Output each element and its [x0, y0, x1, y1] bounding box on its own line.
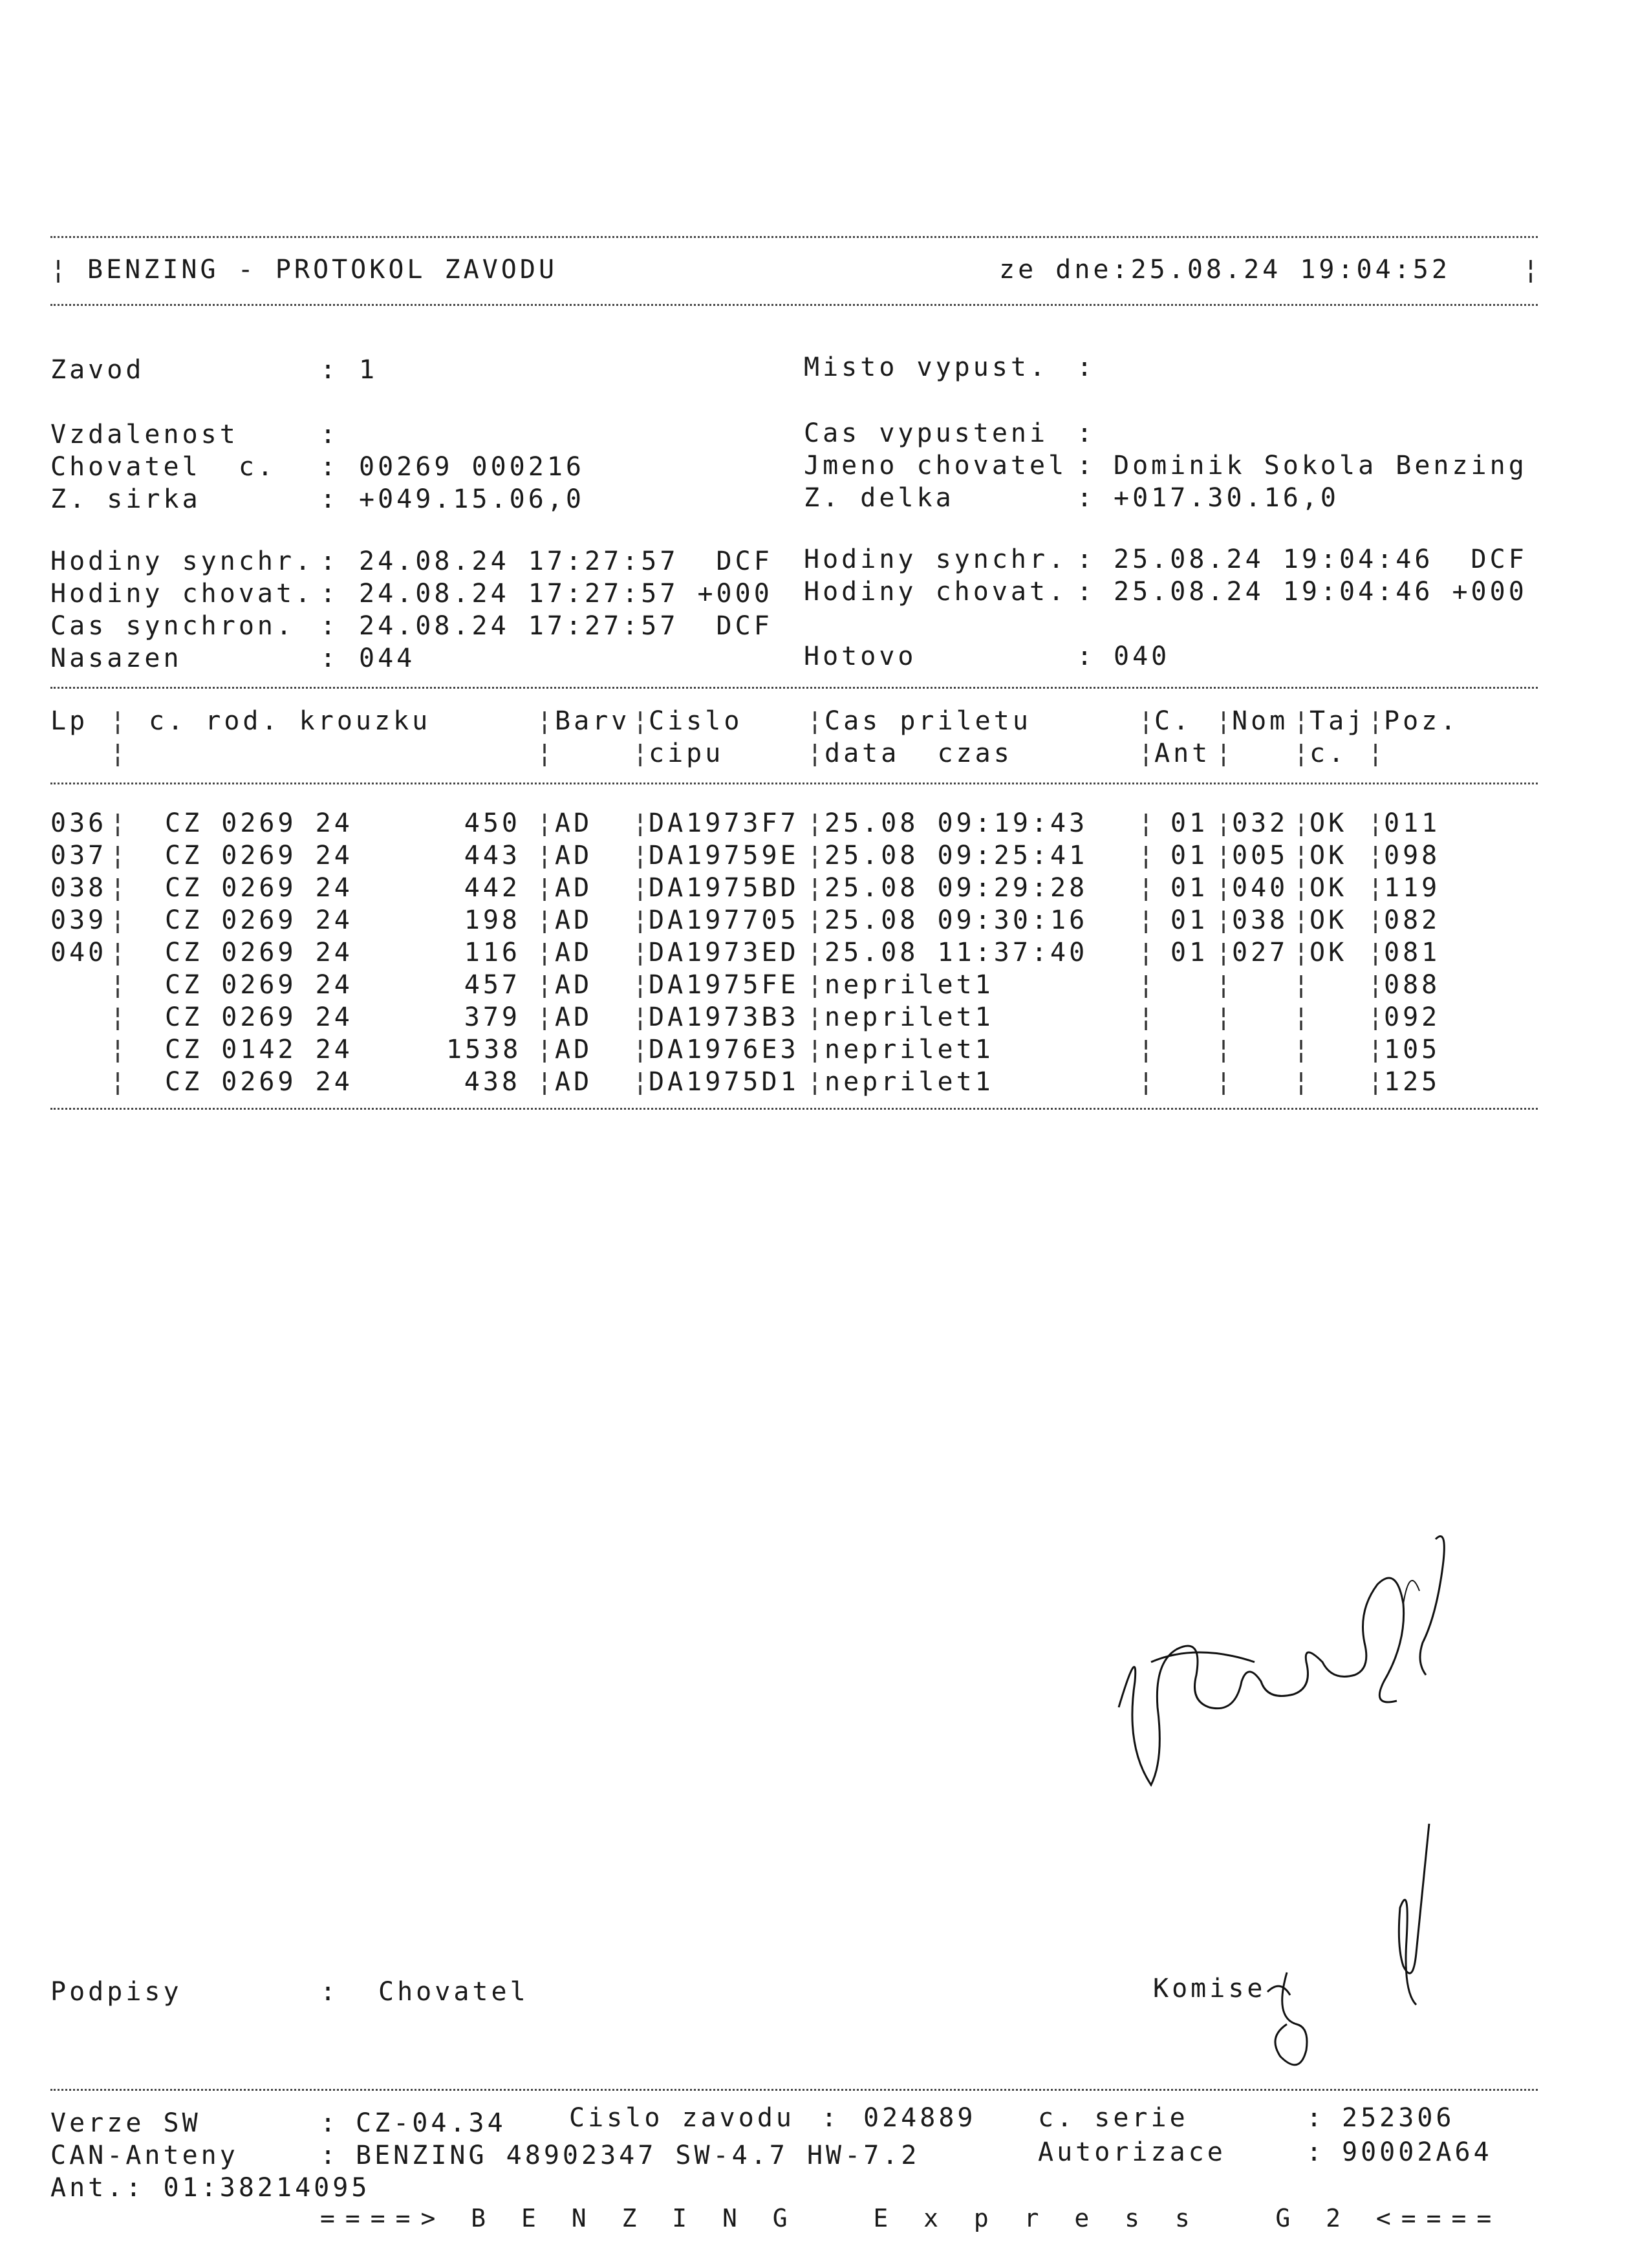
sirka-value: +049.15.06,0 — [359, 484, 585, 514]
delka-value: +017.30.16,0 — [1114, 483, 1339, 513]
cell-chip: DA197705 — [649, 905, 799, 935]
header-left-bar: ¦ — [50, 255, 70, 285]
hod-synchr-right-label: Hodiny synchr. — [804, 545, 1068, 574]
brand-banner: ====> B E N Z I N G E x p r e s s G 2 <==== — [320, 2204, 1502, 2232]
autorizace-sep: : — [1306, 2137, 1326, 2167]
cell-ring: CZ 0269 24 — [165, 841, 353, 870]
th-ant: Ant — [1154, 739, 1211, 768]
cell-antenna: 01 — [1170, 905, 1209, 935]
table-bottom-rule — [50, 1108, 1538, 1110]
column-separator: ¦ — [1138, 1002, 1158, 1032]
column-separator: ¦ — [1216, 841, 1235, 870]
column-separator: ¦ — [1216, 1035, 1235, 1064]
column-separator: ¦ — [1368, 1002, 1387, 1032]
sirka-sep: : — [320, 484, 339, 514]
vzdalenost-sep: : — [320, 420, 339, 449]
cell-poz: 081 — [1384, 938, 1441, 967]
cell-arrival-time: 25.08 11:37:40 — [824, 938, 1088, 967]
cell-poz: 105 — [1384, 1035, 1441, 1064]
delka-label: Z. delka — [804, 483, 954, 513]
th-cipu: cipu — [649, 739, 724, 768]
cell-ring-number: 457 — [464, 970, 521, 1000]
column-separator: ¦ — [537, 1002, 556, 1032]
cell-poz: 082 — [1384, 905, 1441, 935]
nasazen-value: 044 — [359, 643, 416, 673]
nasazen-sep: : — [320, 643, 339, 673]
column-separator: ¦ — [1368, 1035, 1387, 1064]
column-separator: ¦ — [632, 873, 652, 903]
column-separator: ¦ — [537, 905, 556, 935]
handwritten-signature-upper — [1099, 1513, 1552, 1811]
autorizace-value: 90002A64 — [1342, 2137, 1493, 2167]
antenna-id: Ant.: 01:38214095 — [50, 2173, 371, 2203]
column-separator: ¦ — [632, 841, 652, 870]
cell-taj: OK — [1310, 938, 1348, 967]
report-date: ze dne:25.08.24 19:04:52 — [999, 255, 1450, 285]
hod-chovat-left-label: Hodiny chovat. — [50, 579, 314, 609]
chovatel-sep: : — [320, 452, 339, 482]
column-separator: ¦ — [110, 905, 129, 935]
column-separator: ¦ — [110, 1002, 129, 1032]
th-lp: Lp — [50, 706, 89, 736]
column-separator: ¦ — [1293, 1067, 1313, 1097]
th-bar-1: ¦ — [110, 706, 129, 736]
th-bar-6: ¦ — [1216, 706, 1235, 736]
column-separator: ¦ — [1293, 938, 1313, 967]
cell-barv: AD — [555, 808, 593, 838]
zavod-sep: : — [320, 355, 339, 385]
column-separator: ¦ — [807, 841, 826, 870]
column-separator: ¦ — [1293, 841, 1313, 870]
th-bar-2: ¦ — [537, 706, 556, 736]
hod-synchr-right-value: 25.08.24 19:04:46 DCF — [1114, 545, 1527, 574]
column-separator: ¦ — [537, 873, 556, 903]
jmeno-value: Dominik Sokola Benzing — [1114, 451, 1527, 481]
cell-barv: AD — [555, 970, 593, 1000]
cas-vypusteni-sep: : — [1077, 418, 1096, 448]
zavod-value: 1 — [359, 355, 378, 385]
cell-ring-number: 1538 — [446, 1035, 522, 1064]
cell-ring-number: 116 — [464, 938, 521, 967]
column-separator: ¦ — [537, 970, 556, 1000]
jmeno-sep: : — [1077, 451, 1096, 481]
column-separator: ¦ — [110, 938, 129, 967]
column-separator: ¦ — [632, 905, 652, 935]
cell-lp: 037 — [50, 841, 107, 870]
cell-ring: CZ 0269 24 — [165, 1067, 353, 1097]
cas-synchron-value: 24.08.24 17:27:57 DCF — [359, 611, 773, 641]
column-separator: ¦ — [807, 808, 826, 838]
serie-sep: : — [1306, 2103, 1326, 2133]
hod-chovat-left-sep: : — [320, 579, 339, 609]
th-taj-c: c. — [1310, 739, 1348, 768]
hod-chovat-right-sep: : — [1077, 577, 1096, 607]
th-bar-5: ¦ — [1138, 706, 1158, 736]
column-separator: ¦ — [1216, 1002, 1235, 1032]
hod-synchr-left-sep: : — [320, 546, 339, 576]
podpisy-sep: : — [320, 1977, 339, 2007]
can-label: CAN-Anteny — [50, 2141, 239, 2170]
column-separator: ¦ — [1293, 873, 1313, 903]
cell-nom: 038 — [1232, 905, 1289, 935]
can-value: BENZING 48902347 SW-4.7 HW-7.2 — [356, 2141, 920, 2170]
chovatel-label: Chovatel c. — [50, 452, 276, 482]
column-separator: ¦ — [1368, 905, 1387, 935]
cell-arrival-time: neprilet1 — [824, 1067, 994, 1097]
cell-lp: 038 — [50, 873, 107, 903]
column-separator: ¦ — [632, 808, 652, 838]
cell-ring-number: 442 — [464, 873, 521, 903]
column-separator: ¦ — [807, 1067, 826, 1097]
column-separator: ¦ — [110, 873, 129, 903]
column-separator: ¦ — [1138, 970, 1158, 1000]
column-separator: ¦ — [537, 938, 556, 967]
th-poz: Poz. — [1384, 706, 1460, 736]
serie-label: c. serie — [1038, 2103, 1189, 2133]
cell-poz: 088 — [1384, 970, 1441, 1000]
cell-poz: 098 — [1384, 841, 1441, 870]
column-separator: ¦ — [1293, 970, 1313, 1000]
cell-barv: AD — [555, 1067, 593, 1097]
misto-sep: : — [1077, 352, 1096, 382]
column-separator: ¦ — [632, 1035, 652, 1064]
th-bar-4b: ¦ — [807, 739, 826, 768]
column-separator: ¦ — [1368, 873, 1387, 903]
cas-synchron-label: Cas synchron. — [50, 611, 296, 641]
column-separator: ¦ — [1368, 841, 1387, 870]
cell-ring-number: 438 — [464, 1067, 521, 1097]
cislo-zavodu-value: 024889 — [863, 2103, 976, 2133]
cell-arrival-time: 25.08 09:29:28 — [824, 873, 1088, 903]
cell-chip: DA1973ED — [649, 938, 799, 967]
cell-ring: CZ 0269 24 — [165, 1002, 353, 1032]
th-bar-6b: ¦ — [1216, 739, 1235, 768]
column-separator: ¦ — [110, 841, 129, 870]
th-cislo: Cislo — [649, 706, 743, 736]
cell-taj: OK — [1310, 841, 1348, 870]
nasazen-label: Nasazen — [50, 643, 182, 673]
cell-arrival-time: 25.08 09:30:16 — [824, 905, 1088, 935]
column-separator: ¦ — [1368, 808, 1387, 838]
cell-nom: 027 — [1232, 938, 1289, 967]
hod-synchr-left-value: 24.08.24 17:27:57 DCF — [359, 546, 773, 576]
podpisy-label: Podpisy — [50, 1977, 182, 2007]
vzdalenost-label: Vzdalenost — [50, 420, 239, 449]
sirka-label: Z. sirka — [50, 484, 201, 514]
th-taj: Taj — [1310, 706, 1366, 736]
cell-arrival-time: 25.08 09:25:41 — [824, 841, 1088, 870]
cell-nom: 040 — [1232, 873, 1289, 903]
cell-chip: DA1973F7 — [649, 808, 799, 838]
cell-ring: CZ 0269 24 — [165, 905, 353, 935]
cell-ring-number: 379 — [464, 1002, 521, 1032]
cell-chip: DA1975D1 — [649, 1067, 799, 1097]
cell-chip: DA1976E3 — [649, 1035, 799, 1064]
th-nom: Nom — [1232, 706, 1289, 736]
cell-ring: CZ 0269 24 — [165, 873, 353, 903]
column-separator: ¦ — [807, 1002, 826, 1032]
column-separator: ¦ — [1368, 970, 1387, 1000]
th-data-czas: data czas — [824, 739, 1013, 768]
hod-chovat-left-value: 24.08.24 17:27:57 +000 — [359, 579, 773, 609]
th-ring: c. rod. krouzku — [149, 706, 431, 736]
cislo-zavodu-label: Cislo zavodu — [569, 2103, 795, 2133]
column-separator: ¦ — [1138, 873, 1158, 903]
cell-chip: DA1973B3 — [649, 1002, 799, 1032]
hod-chovat-right-label: Hodiny chovat. — [804, 577, 1068, 607]
column-separator: ¦ — [632, 970, 652, 1000]
cell-barv: AD — [555, 841, 593, 870]
cell-poz: 011 — [1384, 808, 1441, 838]
cislo-zavodu-sep: : — [821, 2103, 841, 2133]
column-separator: ¦ — [110, 1067, 129, 1097]
cell-ring-number: 443 — [464, 841, 521, 870]
column-separator: ¦ — [1293, 1002, 1313, 1032]
cell-chip: DA19759E — [649, 841, 799, 870]
hotovo-value: 040 — [1114, 642, 1170, 671]
hotovo-sep: : — [1077, 642, 1096, 671]
column-separator: ¦ — [632, 1002, 652, 1032]
cell-barv: AD — [555, 938, 593, 967]
th-bar-8b: ¦ — [1368, 739, 1387, 768]
th-bar-4: ¦ — [807, 706, 826, 736]
th-bar-1b: ¦ — [110, 739, 129, 768]
th-c: C. — [1154, 706, 1192, 736]
misto-label: Misto vypust. — [804, 352, 1049, 382]
cell-arrival-time: neprilet1 — [824, 1035, 994, 1064]
autorizace-label: Autorizace — [1038, 2137, 1226, 2167]
cell-chip: DA1975FE — [649, 970, 799, 1000]
cell-poz: 125 — [1384, 1067, 1441, 1097]
cell-lp: 036 — [50, 808, 107, 838]
th-bar-3: ¦ — [632, 706, 652, 736]
column-separator: ¦ — [110, 970, 129, 1000]
column-separator: ¦ — [537, 808, 556, 838]
cell-ring: CZ 0269 24 — [165, 938, 353, 967]
cell-antenna: 01 — [1170, 841, 1209, 870]
cell-poz: 119 — [1384, 873, 1441, 903]
cell-ring-number: 198 — [464, 905, 521, 935]
column-separator: ¦ — [807, 1035, 826, 1064]
th-bar-8: ¦ — [1368, 706, 1387, 736]
column-separator: ¦ — [807, 905, 826, 935]
column-separator: ¦ — [537, 841, 556, 870]
cell-arrival-time: neprilet1 — [824, 970, 994, 1000]
header-right-bar: ¦ — [1523, 255, 1542, 285]
th-bar-2b: ¦ — [537, 739, 556, 768]
table-header-rule — [50, 783, 1538, 784]
report-title: BENZING - PROTOKOL ZAVODU — [87, 255, 558, 285]
column-separator: ¦ — [1216, 808, 1235, 838]
komise-signature-label: Komise — [1153, 1974, 1266, 2003]
column-separator: ¦ — [537, 1067, 556, 1097]
cell-arrival-time: neprilet1 — [824, 1002, 994, 1032]
column-separator: ¦ — [110, 1035, 129, 1064]
handwritten-signature-lower — [1261, 1811, 1507, 2082]
column-separator: ¦ — [632, 1067, 652, 1097]
serie-value: 252306 — [1342, 2103, 1455, 2133]
delka-sep: : — [1077, 483, 1096, 513]
cell-chip: DA1975BD — [649, 873, 799, 903]
column-separator: ¦ — [807, 938, 826, 967]
column-separator: ¦ — [807, 970, 826, 1000]
hod-synchr-right-sep: : — [1077, 545, 1096, 574]
header-bottom-rule — [50, 304, 1538, 306]
column-separator: ¦ — [1216, 938, 1235, 967]
jmeno-label: Jmeno chovatel — [804, 451, 1068, 481]
cas-vypusteni-label: Cas vypusteni — [804, 418, 1049, 448]
column-separator: ¦ — [110, 808, 129, 838]
column-separator: ¦ — [1216, 905, 1235, 935]
column-separator: ¦ — [632, 938, 652, 967]
cell-lp: 040 — [50, 938, 107, 967]
column-separator: ¦ — [1138, 808, 1158, 838]
chovatel-signature-label: Chovatel — [378, 1977, 529, 2007]
cell-barv: AD — [555, 1035, 593, 1064]
column-separator: ¦ — [1293, 808, 1313, 838]
cell-poz: 092 — [1384, 1002, 1441, 1032]
verze-value: CZ-04.34 — [356, 2108, 506, 2138]
cell-barv: AD — [555, 873, 593, 903]
hod-chovat-right-value: 25.08.24 19:04:46 +000 — [1114, 577, 1527, 607]
column-separator: ¦ — [1138, 841, 1158, 870]
verze-sep: : — [320, 2108, 339, 2138]
cell-ring: CZ 0142 24 — [165, 1035, 353, 1064]
cell-barv: AD — [555, 905, 593, 935]
column-separator: ¦ — [807, 873, 826, 903]
th-barv: Barv — [555, 706, 630, 736]
footer-top-rule — [50, 2089, 1538, 2091]
hod-synchr-left-label: Hodiny synchr. — [50, 546, 314, 576]
cell-ring-number: 450 — [464, 808, 521, 838]
zavod-label: Zavod — [50, 355, 145, 385]
cell-antenna: 01 — [1170, 938, 1209, 967]
column-separator: ¦ — [1138, 905, 1158, 935]
cell-taj: OK — [1310, 905, 1348, 935]
th-bar-5b: ¦ — [1138, 739, 1158, 768]
cell-antenna: 01 — [1170, 808, 1209, 838]
chovatel-value: 00269 000216 — [359, 452, 585, 482]
hotovo-label: Hotovo — [804, 642, 917, 671]
column-separator: ¦ — [1138, 938, 1158, 967]
column-separator: ¦ — [1293, 905, 1313, 935]
cell-nom: 032 — [1232, 808, 1289, 838]
column-separator: ¦ — [1368, 938, 1387, 967]
column-separator: ¦ — [1138, 1035, 1158, 1064]
column-separator: ¦ — [1216, 873, 1235, 903]
th-bar-7b: ¦ — [1293, 739, 1313, 768]
verze-label: Verze SW — [50, 2108, 201, 2138]
column-separator: ¦ — [1138, 1067, 1158, 1097]
column-separator: ¦ — [1216, 970, 1235, 1000]
cell-taj: OK — [1310, 808, 1348, 838]
cell-taj: OK — [1310, 873, 1348, 903]
cell-barv: AD — [555, 1002, 593, 1032]
can-sep: : — [320, 2141, 339, 2170]
column-separator: ¦ — [1216, 1067, 1235, 1097]
column-separator: ¦ — [1293, 1035, 1313, 1064]
cell-ring: CZ 0269 24 — [165, 970, 353, 1000]
header-top-rule — [50, 236, 1538, 238]
cell-nom: 005 — [1232, 841, 1289, 870]
cell-lp: 039 — [50, 905, 107, 935]
th-cas: Cas priletu — [824, 706, 1031, 736]
cas-synchron-sep: : — [320, 611, 339, 641]
cell-ring: CZ 0269 24 — [165, 808, 353, 838]
column-separator: ¦ — [1368, 1067, 1387, 1097]
column-separator: ¦ — [537, 1035, 556, 1064]
cell-antenna: 01 — [1170, 873, 1209, 903]
cell-arrival-time: 25.08 09:19:43 — [824, 808, 1088, 838]
table-top-rule — [50, 687, 1538, 689]
th-bar-3b: ¦ — [632, 739, 652, 768]
th-bar-7: ¦ — [1293, 706, 1313, 736]
